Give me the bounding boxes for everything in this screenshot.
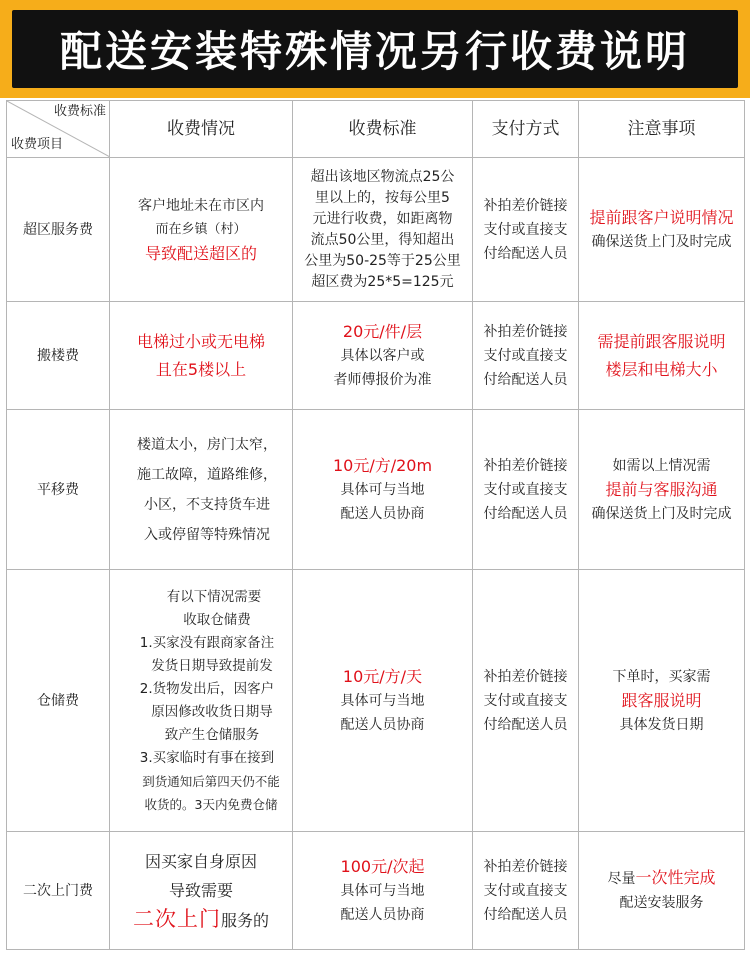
situation-highlight: 电梯过小或无电梯 [136,331,265,351]
notes-highlight: 提前跟客户说明情况 [589,207,734,227]
standard-cell [293,410,473,570]
notes-line: 配送安装服务 [619,895,704,911]
item-name: 超区服务费 [7,158,110,302]
header-notes: 注意事项 [579,101,745,158]
notes-highlight: 需提前跟客服说明 [597,331,726,351]
standard-line: 者师傅报价为准 [333,371,432,388]
standard-line: 里以上的，按每公里5 [315,189,450,206]
situation-line: 楼道太小，房门太窄， [137,436,277,453]
item-name: 平移费 [7,410,110,570]
notes-highlight: 楼层和电梯大小 [605,359,718,379]
payment-cell [473,410,579,570]
situation-line: 收货的。3天内免费仓储 [144,796,278,812]
notes-cell [579,570,745,832]
payment-line: 支付或直接支 [483,347,568,364]
header-corner-cell [7,101,110,158]
standard-line: 公里为50-25等于25公里 [304,252,461,269]
standard-line: 超区费为25*5=125元 [311,273,454,290]
notes-line: 确保送货上门及时完成 [591,505,732,522]
notes-line: 如需以上情况需 [612,457,711,474]
standard-line: 元进行收费，如距离物 [312,210,453,227]
situation-line [110,905,292,935]
notes-cell [579,158,745,302]
payment-cell [473,302,579,410]
standard-line: 具体可与当地 [340,692,425,709]
payment-line: 支付或直接支 [483,221,568,238]
notes-prefix: 尽量 [607,871,636,887]
payment-line: 支付或直接支 [483,882,568,899]
situation-line: 小区，不支持货车进 [144,496,270,513]
table-row [7,158,745,302]
situation-highlight: 导致配送超区的 [144,243,257,263]
corner-label-item: 收费项目 [11,137,64,152]
table-row [7,832,745,950]
payment-line: 付给配送人员 [483,716,568,733]
notes-line: 具体发货日期 [619,716,704,733]
standard-line: 具体可与当地 [340,481,425,498]
corner-label-standard: 收费标准 [53,104,106,119]
situation-highlight: 二次上门 [132,906,221,931]
situation-cell [110,570,293,832]
page-title: 配送安装特殊情况另行收费说明 [59,27,690,76]
situation-line: 收取仓储费 [183,611,251,628]
standard-price: 10元/方/天 [342,666,423,686]
situation-cell [110,832,293,950]
notes-highlight: 一次性完成 [635,868,716,887]
notes-line: 确保送货上门及时完成 [591,233,732,250]
situation-line: 施工故障，道路维修， [137,466,277,483]
standard-price: 100元/次起 [340,856,425,876]
payment-cell [473,570,579,832]
standard-cell [293,570,473,832]
title-banner [0,0,750,98]
header-row [7,101,745,158]
situation-line: 2.货物发出后，因客户 [139,680,275,697]
item-name: 搬楼费 [7,302,110,410]
standard-price: 10元/方/20m [332,455,433,475]
standard-line: 流点50公里，得知超出 [310,231,455,248]
situation-line: 发货日期导致提前发 [151,657,273,674]
header-situation: 收费情况 [110,101,293,158]
payment-line: 付给配送人员 [483,245,568,262]
situation-line: 导致需要 [168,880,233,900]
standard-cell [293,832,473,950]
table-row [7,570,745,832]
situation-line: 原因修改收货日期导 [151,703,273,720]
standard-line: 配送人员协商 [340,505,425,522]
payment-line: 付给配送人员 [483,371,568,388]
standard-line: 超出该地区物流点25公 [310,168,455,185]
situation-cell [110,158,293,302]
situation-tail: 服务的 [220,910,269,930]
standard-line: 配送人员协商 [340,716,425,733]
situation-line: 入或停留等特殊情况 [144,526,270,543]
standard-line: 配送人员协商 [340,906,425,923]
payment-line: 付给配送人员 [483,505,568,522]
standard-price: 20元/件/层 [342,321,423,341]
item-name: 二次上门费 [7,832,110,950]
title-box [12,10,738,88]
payment-line: 补拍差价链接 [483,457,568,474]
payment-line: 支付或直接支 [483,481,568,498]
payment-line: 补拍差价链接 [483,858,568,875]
standard-line: 具体可与当地 [340,882,425,899]
situation-highlight: 且在5楼以上 [155,359,247,379]
payment-line: 补拍差价链接 [483,323,568,340]
payment-line: 补拍差价链接 [483,197,568,214]
fee-table [6,100,745,950]
situation-line: 3.买家临时有事在接到 [139,749,275,766]
situation-line: 1.买家没有跟商家备注 [139,634,275,651]
notes-cell [579,410,745,570]
notes-cell [579,832,745,950]
header-standard: 收费标准 [293,101,473,158]
standard-line: 具体以客户或 [340,347,425,364]
payment-line: 支付或直接支 [483,692,568,709]
situation-line: 到货通知后第四天仍不能 [142,773,280,789]
situation-line: 因买家自身原因 [144,851,257,871]
payment-line: 补拍差价链接 [483,668,568,685]
payment-cell [473,158,579,302]
item-name: 仓储费 [7,570,110,832]
notes-highlight: 提前与客服沟通 [605,479,718,499]
notes-cell [579,302,745,410]
notes-line [579,866,744,891]
situation-line: 致产生仓储服务 [164,726,260,743]
table-row [7,410,745,570]
standard-cell [293,158,473,302]
payment-cell [473,832,579,950]
notes-line: 下单时，买家需 [612,668,711,685]
situation-cell [110,410,293,570]
situation-cell [110,302,293,410]
payment-line: 付给配送人员 [483,906,568,923]
situation-line: 而在乡镇（村） [155,221,247,237]
header-payment: 支付方式 [473,101,579,158]
situation-line: 客户地址未在市区内 [138,197,264,214]
table-row [7,302,745,410]
notes-highlight: 跟客服说明 [621,690,702,710]
standard-cell [293,302,473,410]
situation-line: 有以下情况需要 [166,588,262,605]
